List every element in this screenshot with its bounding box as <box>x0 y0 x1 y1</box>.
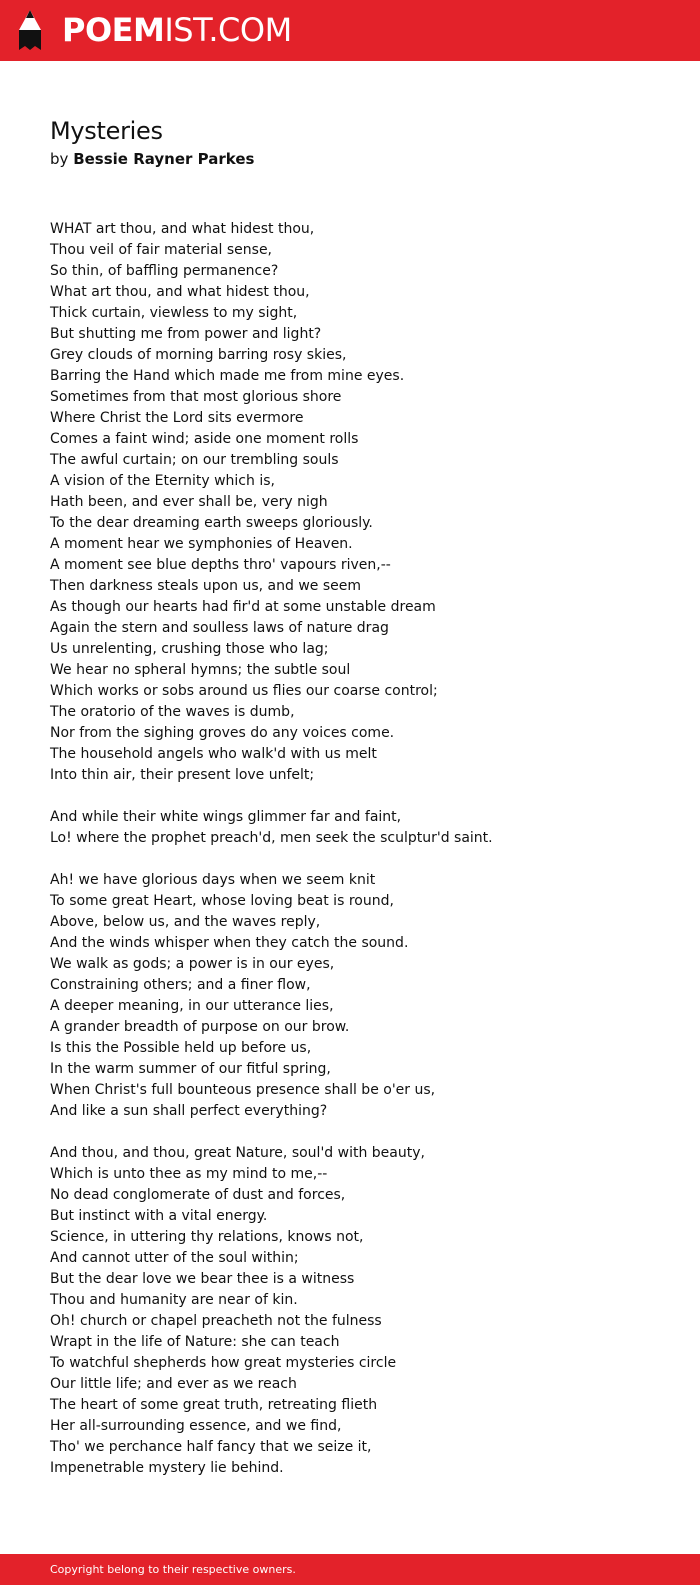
logo-light-text: IST.COM <box>164 11 292 49</box>
site-header <box>0 0 700 61</box>
poem-line: Which is unto thee as my mind to me,-- <box>50 1166 328 1182</box>
site-logo[interactable] <box>62 10 292 50</box>
poem-stanza <box>50 219 670 786</box>
poem-line: A moment see blue depths thro' vapours riven,-- <box>50 557 391 573</box>
poem-line: And cannot utter of the soul within; <box>50 1250 299 1266</box>
poem-line: But the dear love we bear thee is a witness <box>50 1271 355 1287</box>
poem-line: Oh! church or chapel preacheth not the fulness <box>50 1313 382 1329</box>
poem-line: To watchful shepherds how great mysteries circle <box>50 1355 397 1371</box>
poem-line: We hear no spheral hymns; the subtle soul <box>50 662 351 678</box>
poem-line: Us unrelenting, crushing those who lag; <box>50 641 329 657</box>
poem-line: Tho' we perchance half fancy that we seize it, <box>50 1439 372 1455</box>
poem-line: To the dear dreaming earth sweeps gloriously. <box>50 515 373 531</box>
poem-line: And while their white wings glimmer far and faint, <box>50 809 402 825</box>
poem-line: In the warm summer of our fitful spring, <box>50 1061 331 1077</box>
site-footer <box>0 1554 700 1585</box>
poem-line: The heart of some great truth, retreating flieth <box>50 1397 378 1413</box>
poem-line: Is this the Possible held up before us, <box>50 1040 312 1056</box>
poem-line: The household angels who walk'd with us melt <box>50 746 377 762</box>
poem-line: What art thou, and what hidest thou, <box>50 284 310 300</box>
poem-line: Grey clouds of morning barring rosy skies, <box>50 347 347 363</box>
poem-line: Into thin air, their present love unfelt; <box>50 767 315 783</box>
poem-line: Again the stern and soulless laws of nature drag <box>50 620 389 636</box>
poem-line: Barring the Hand which made me from mine eyes. <box>50 368 405 384</box>
poem-line: Thick curtain, viewless to my sight, <box>50 305 298 321</box>
poem-line: Our little life; and ever as we reach <box>50 1376 297 1392</box>
poem-line: No dead conglomerate of dust and forces, <box>50 1187 346 1203</box>
poem-line: Impenetrable mystery lie behind. <box>50 1460 284 1476</box>
poem-line: Above, below us, and the waves reply, <box>50 914 321 930</box>
poem-stanza <box>50 1143 670 1479</box>
poem-line: And like a sun shall perfect everything? <box>50 1103 328 1119</box>
poem-line: When Christ's full bounteous presence shall be o'er us, <box>50 1082 436 1098</box>
poem-line: Wrapt in the life of Nature: she can teach <box>50 1334 340 1350</box>
poem-line: But instinct with a vital energy. <box>50 1208 268 1224</box>
poem-line: A grander breadth of purpose on our brow. <box>50 1019 350 1035</box>
poem-line: Sometimes from that most glorious shore <box>50 389 342 405</box>
poem-line: Hath been, and ever shall be, very nigh <box>50 494 328 510</box>
poem-line: Lo! where the prophet preach'd, men seek the sculptur'd saint. <box>50 830 493 846</box>
poem-line: Where Christ the Lord sits evermore <box>50 410 304 426</box>
poem-line: Her all-surrounding essence, and we find, <box>50 1418 342 1434</box>
poem-byline <box>50 149 254 169</box>
poem-line: And thou, and thou, great Nature, soul'd with beauty, <box>50 1145 425 1161</box>
poem-line: Thou veil of fair material sense, <box>50 242 273 258</box>
poem-line: WHAT art thou, and what hidest thou, <box>50 221 315 237</box>
poem-body <box>50 219 670 1500</box>
poem-line: Science, in uttering thy relations, knows not, <box>50 1229 364 1245</box>
poem-line: Then darkness steals upon us, and we seem <box>50 578 362 594</box>
poem-line: Comes a faint wind; aside one moment rolls <box>50 431 359 447</box>
poem-line: A moment hear we symphonies of Heaven. <box>50 536 353 552</box>
poem-line: A deeper meaning, in our utterance lies, <box>50 998 334 1014</box>
poem-line: Which works or sobs around us flies our coarse control; <box>50 683 438 699</box>
poem-line: And the winds whisper when they catch the sound. <box>50 935 409 951</box>
pencil-logo-icon[interactable] <box>18 10 42 52</box>
footer-copyright: Copyright belong to their respective owners. <box>50 1563 296 1576</box>
poem-line: The oratorio of the waves is dumb, <box>50 704 295 720</box>
by-label: by <box>50 150 69 168</box>
poem-line: Nor from the sighing groves do any voices come. <box>50 725 395 741</box>
poem-line: We walk as gods; a power is in our eyes, <box>50 956 335 972</box>
logo-bold-text: POEM <box>62 11 165 49</box>
poem-author: Bessie Rayner Parkes <box>73 150 255 168</box>
poem-line: Ah! we have glorious days when we seem knit <box>50 872 376 888</box>
poem-line: As though our hearts had fir'd at some unstable dream <box>50 599 436 615</box>
poem-line: The awful curtain; on our trembling souls <box>50 452 339 468</box>
poem-line: Constraining others; and a finer flow, <box>50 977 311 993</box>
poem-title: Mysteries <box>50 117 163 145</box>
poem-line: Thou and humanity are near of kin. <box>50 1292 298 1308</box>
poem-line: A vision of the Eternity which is, <box>50 473 275 489</box>
poem-stanza <box>50 807 670 849</box>
poem-line: But shutting me from power and light? <box>50 326 322 342</box>
poem-line: To some great Heart, whose loving beat is round, <box>50 893 394 909</box>
poem-stanza <box>50 870 670 1122</box>
poem-line: So thin, of baffling permanence? <box>50 263 279 279</box>
